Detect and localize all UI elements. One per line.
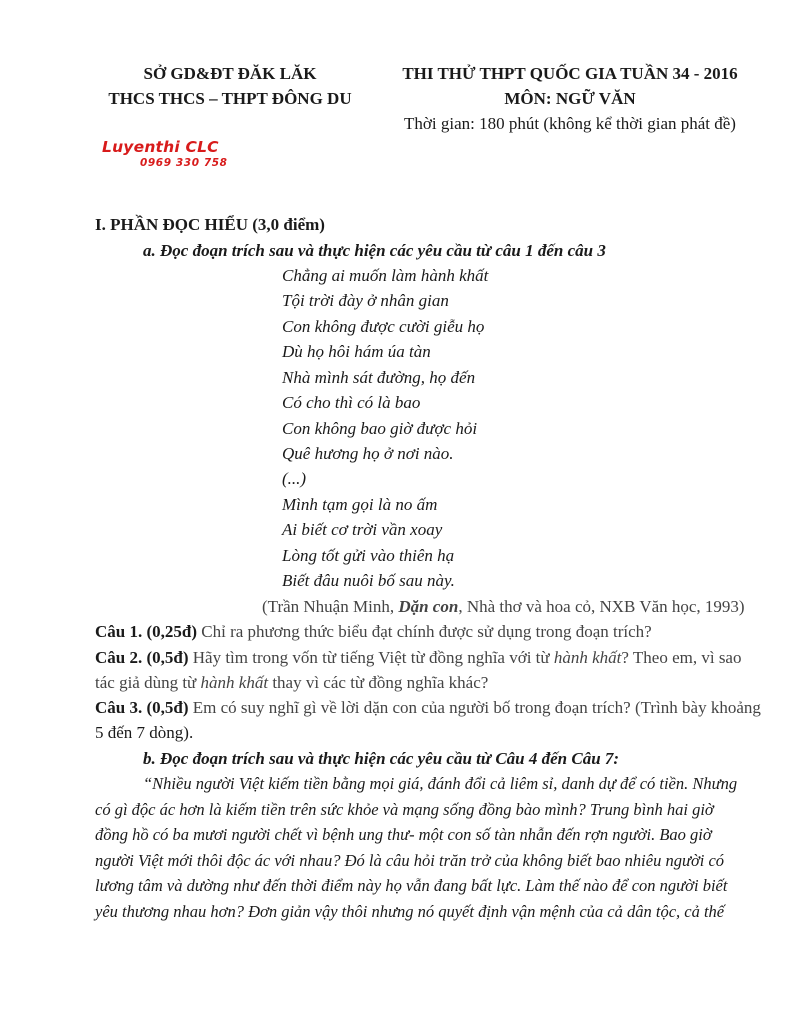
poem-line: Mình tạm gọi là no ấm <box>282 495 438 514</box>
poem-line: Ai biết cơ trời vần xoay <box>282 520 443 539</box>
logo-phone: 0969 330 758 <box>140 157 228 169</box>
poem-line: Con không được cười giễu họ <box>282 317 485 336</box>
poem-line: Nhà mình sát đường, họ đến <box>282 368 476 387</box>
source-title: Dặn con <box>398 597 459 616</box>
question-1 <box>95 622 652 642</box>
poem-source <box>262 597 745 617</box>
passage-line: yêu thương nhau hơn? Đơn giản vậy thôi nhưng nó quyết định vận mệnh của cả dân tộc, cả thế <box>95 902 725 921</box>
question-2-line2-term: hành khất <box>200 673 269 692</box>
question-2-label: Câu 2. (0,5đ) <box>95 648 189 667</box>
passage-line: “Nhiều người Việt kiếm tiền bằng mọi giá, đánh đổi cả liêm sỉ, danh dự để có tiền. Nhưng <box>143 774 738 793</box>
poem-line: Có cho thì có là bao <box>282 393 421 412</box>
question-3-line2: 5 đến 7 dòng). <box>95 723 194 742</box>
question-2-term: hành khất <box>553 648 622 667</box>
question-3 <box>95 698 761 718</box>
question-3-text: Em có suy nghĩ gì về lời dặn con của người bố trong đoạn trích? (Trình bày khoảng <box>188 698 761 717</box>
question-2-line2-b: thay vì các từ đồng nghĩa khác? <box>268 673 489 692</box>
poem-line: (...) <box>282 469 307 488</box>
question-2-text-a: Hãy tìm trong vốn từ tiếng Việt từ đồng nghĩa với từ <box>188 648 554 667</box>
question-1-text: Chỉ ra phương thức biểu đạt chính được sử dụng trong đoạn trích? <box>197 622 652 641</box>
logo-name: Luyenthi CLC <box>102 138 219 156</box>
school-dept: SỞ GD&ĐT ĐĂK LĂK <box>143 64 317 83</box>
question-2-line2 <box>95 673 488 693</box>
passage-line: lương tâm và dường như đến thời điểm này họ vẫn đang bất lực. Làm thế nào để con người biết <box>95 876 728 895</box>
school-name: THCS THCS – THPT ĐÔNG DU <box>108 89 352 108</box>
question-2 <box>95 648 741 668</box>
poem-line: Con không bao giờ được hỏi <box>282 419 478 438</box>
poem-line: Chẳng ai muốn làm hành khất <box>282 266 489 285</box>
question-2-text-b: ? Theo em, vì sao <box>621 648 742 667</box>
source-suffix: , Nhà thơ và hoa cỏ, NXB Văn học, 1993) <box>458 597 745 616</box>
sub-heading-b: b. Đọc đoạn trích sau và thực hiện các yêu cầu từ Câu 4 đến Câu 7: <box>143 749 620 768</box>
passage-line: có gì độc ác hơn là kiếm tiền trên sức khỏe và mạng sống đồng bào mình? Trung bình hai giờ <box>95 800 714 819</box>
question-1-label: Câu 1. (0,25đ) <box>95 622 198 641</box>
poem-line: Biết đâu nuôi bố sau này. <box>282 571 455 590</box>
exam-subject: MÔN: NGỮ VĂN <box>504 89 636 108</box>
sub-heading-a: a. Đọc đoạn trích sau và thực hiện các yêu cầu từ câu 1 đến câu 3 <box>143 241 606 260</box>
poem-line: Tội trời đày ở nhân gian <box>282 291 449 310</box>
question-2-line2-a: tác giả dùng từ <box>95 673 201 692</box>
exam-title: THI THỬ THPT QUỐC GIA TUẦN 34 - 2016 <box>402 64 738 83</box>
exam-time: Thời gian: 180 phút (không kể thời gian phát đề) <box>404 114 736 133</box>
source-prefix: (Trần Nhuận Minh, <box>262 597 399 616</box>
poem-line: Quê hương họ ở nơi nào. <box>282 444 454 463</box>
question-3-label: Câu 3. (0,5đ) <box>95 698 189 717</box>
section-title: I. PHẦN ĐỌC HIỂU (3,0 điểm) <box>95 215 325 234</box>
poem-line: Lòng tốt gửi vào thiên hạ <box>282 546 455 565</box>
passage-line: người Việt mới thôi độc ác với nhau? Đó là câu hỏi trăn trở của không biết bao nhiêu người có <box>95 851 725 870</box>
poem-line: Dù họ hôi hám úa tàn <box>282 342 431 361</box>
passage-line: đồng hồ có ba mươi người chết vì bệnh ung thư- một con số tàn nhẫn đến rợn người. Bao giờ <box>95 825 712 844</box>
